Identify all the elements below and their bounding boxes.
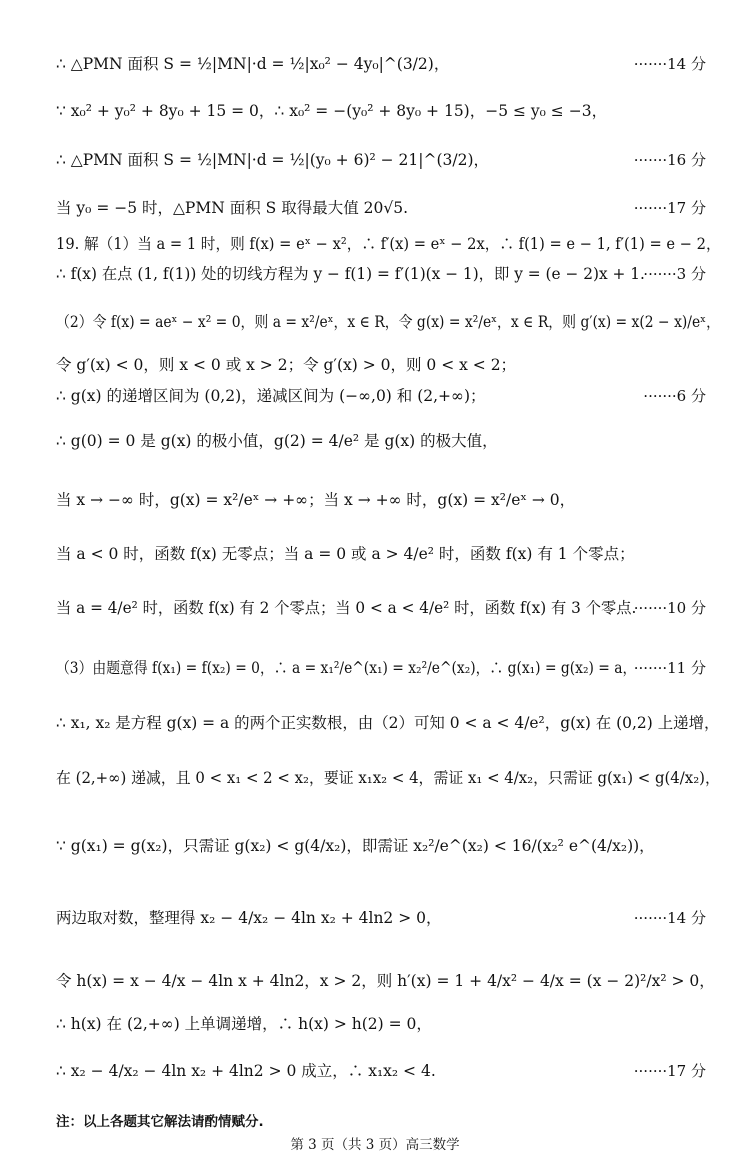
line-text: 当 a = 4/e² 时，函数 f(x) 有 2 个零点；当 0 < a < 4/e² 时，函数 f(x) 有 3 个零点. xyxy=(56,599,637,617)
line-text: 当 x → −∞ 时，g(x) = x²/eˣ → +∞；当 x → +∞ 时，g(x) = x²/eˣ → 0， xyxy=(56,491,576,509)
solution-line xyxy=(56,100,720,122)
line-text: 令 h(x) = x − 4/x − 4ln x + 4ln2，x > 2，则 h′(x) = 1 + 4/x² − 4/x = (x − 2)²/x² > 0， xyxy=(56,972,715,990)
solution-line xyxy=(56,712,720,734)
score-mark: ·······17 分 xyxy=(633,1062,706,1080)
score-mark: ·······3 分 xyxy=(643,265,706,283)
line-text: 令 g′(x) < 0，则 x < 0 或 x > 2；令 g′(x) > 0，则 0 < x < 2； xyxy=(56,356,517,374)
score-mark: ·······16 分 xyxy=(633,151,706,169)
solution-line xyxy=(56,767,720,789)
line-text: （3）由题意得 f(x₁) = f(x₂) = 0，∴ a = x₁²/e^(x₁) = x₂²/e^(x₂)，∴ g(x₁) = g(x₂) = a， xyxy=(56,659,637,677)
grading-note: 注：以上各题其它解法请酌情赋分. xyxy=(56,1114,264,1130)
line-text: （2）令 f(x) = aeˣ − x² = 0，则 a = x²/eˣ，x ∈ R，令 g(x) = x²/eˣ，x ∈ R，则 g′(x) = x(2 − x)/eˣ， xyxy=(56,313,720,331)
solution-line xyxy=(56,430,720,452)
score-mark: ·······10 分 xyxy=(633,599,706,617)
solution-line xyxy=(56,53,720,75)
solution-line xyxy=(56,835,720,857)
solution-line xyxy=(56,1060,720,1082)
solution-line xyxy=(56,907,720,929)
line-text: ∴ x₁, x₂ 是方程 g(x) = a 的两个正实数根，由（2）可知 0 < a < 4/e²，g(x) 在 (0,2) 上递增， xyxy=(56,714,720,732)
solution-line xyxy=(56,263,720,285)
score-mark: ·······14 分 xyxy=(633,909,706,927)
line-text: ∴ x₂ − 4/x₂ − 4ln x₂ + 4ln2 > 0 成立，∴ x₁x₂ < 4. xyxy=(56,1062,436,1080)
line-text: ∴ g(x) 的递增区间为 (0,2)，递减区间为 (−∞,0) 和 (2,+∞)； xyxy=(56,387,486,405)
solution-line xyxy=(56,489,720,511)
score-mark: ·······6 分 xyxy=(643,387,706,405)
line-text: ∴ △PMN 面积 S = ½|MN|·d = ½|(y₀ + 6)² − 21|^(3/2)， xyxy=(56,151,490,169)
solution-line xyxy=(56,385,720,407)
line-text: ∴ f(x) 在点 (1, f(1)) 处的切线方程为 y − f(1) = f′(1)(x − 1)，即 y = (e − 2)x + 1. xyxy=(56,265,645,283)
solution-line xyxy=(56,233,720,255)
solution-line xyxy=(56,657,720,679)
line-text: 当 a < 0 时，函数 f(x) 无零点；当 a = 0 或 a > 4/e² 时，函数 f(x) 有 1 个零点； xyxy=(56,545,635,563)
line-text: 两边取对数，整理得 x₂ − 4/x₂ − 4ln x₂ + 4ln2 > 0， xyxy=(56,909,442,927)
page-footer: 第 3 页（共 3 页）高三数学 xyxy=(290,1137,460,1153)
score-mark: ·······17 分 xyxy=(633,199,706,217)
solution-line xyxy=(56,311,720,333)
line-text: ∴ g(0) = 0 是 g(x) 的极小值，g(2) = 4/e² 是 g(x) 的极大值， xyxy=(56,432,498,450)
line-text: ∴ △PMN 面积 S = ½|MN|·d = ½|x₀² − 4y₀|^(3/2)， xyxy=(56,55,450,73)
solution-line xyxy=(56,1013,720,1035)
solution-line xyxy=(56,543,720,565)
solution-line xyxy=(56,970,720,992)
solution-line xyxy=(56,354,720,376)
line-text: ∴ h(x) 在 (2,+∞) 上单调递增，∴ h(x) > h(2) = 0， xyxy=(56,1015,432,1033)
solution-line xyxy=(56,149,720,171)
line-text: ∵ x₀² + y₀² + 8y₀ + 15 = 0，∴ x₀² = −(y₀² + 8y₀ + 15)，−5 ≤ y₀ ≤ −3， xyxy=(56,102,608,120)
score-mark: ·······11 分 xyxy=(633,659,706,677)
score-mark: ·······14 分 xyxy=(633,55,706,73)
solution-line xyxy=(56,597,720,619)
solution-line xyxy=(56,197,720,219)
line-text: ∵ g(x₁) = g(x₂)，只需证 g(x₂) < g(4/x₂)，即需证 x₂²/e^(x₂) < 16/(x₂² e^(4/x₂))， xyxy=(56,837,655,855)
line-text: 当 y₀ = −5 时，△PMN 面积 S 取得最大值 20√5. xyxy=(56,199,409,217)
line-text: 19. 解（1）当 a = 1 时，则 f(x) = eˣ − x²，∴ f′(x) = eˣ − 2x，∴ f(1) = e − 1, f′(1) = e − 2， xyxy=(56,235,721,253)
line-text: 在 (2,+∞) 递减，且 0 < x₁ < 2 < x₂，要证 x₁x₂ < 4，需证 x₁ < 4/x₂，只需证 g(x₁) < g(4/x₂)， xyxy=(56,769,720,787)
